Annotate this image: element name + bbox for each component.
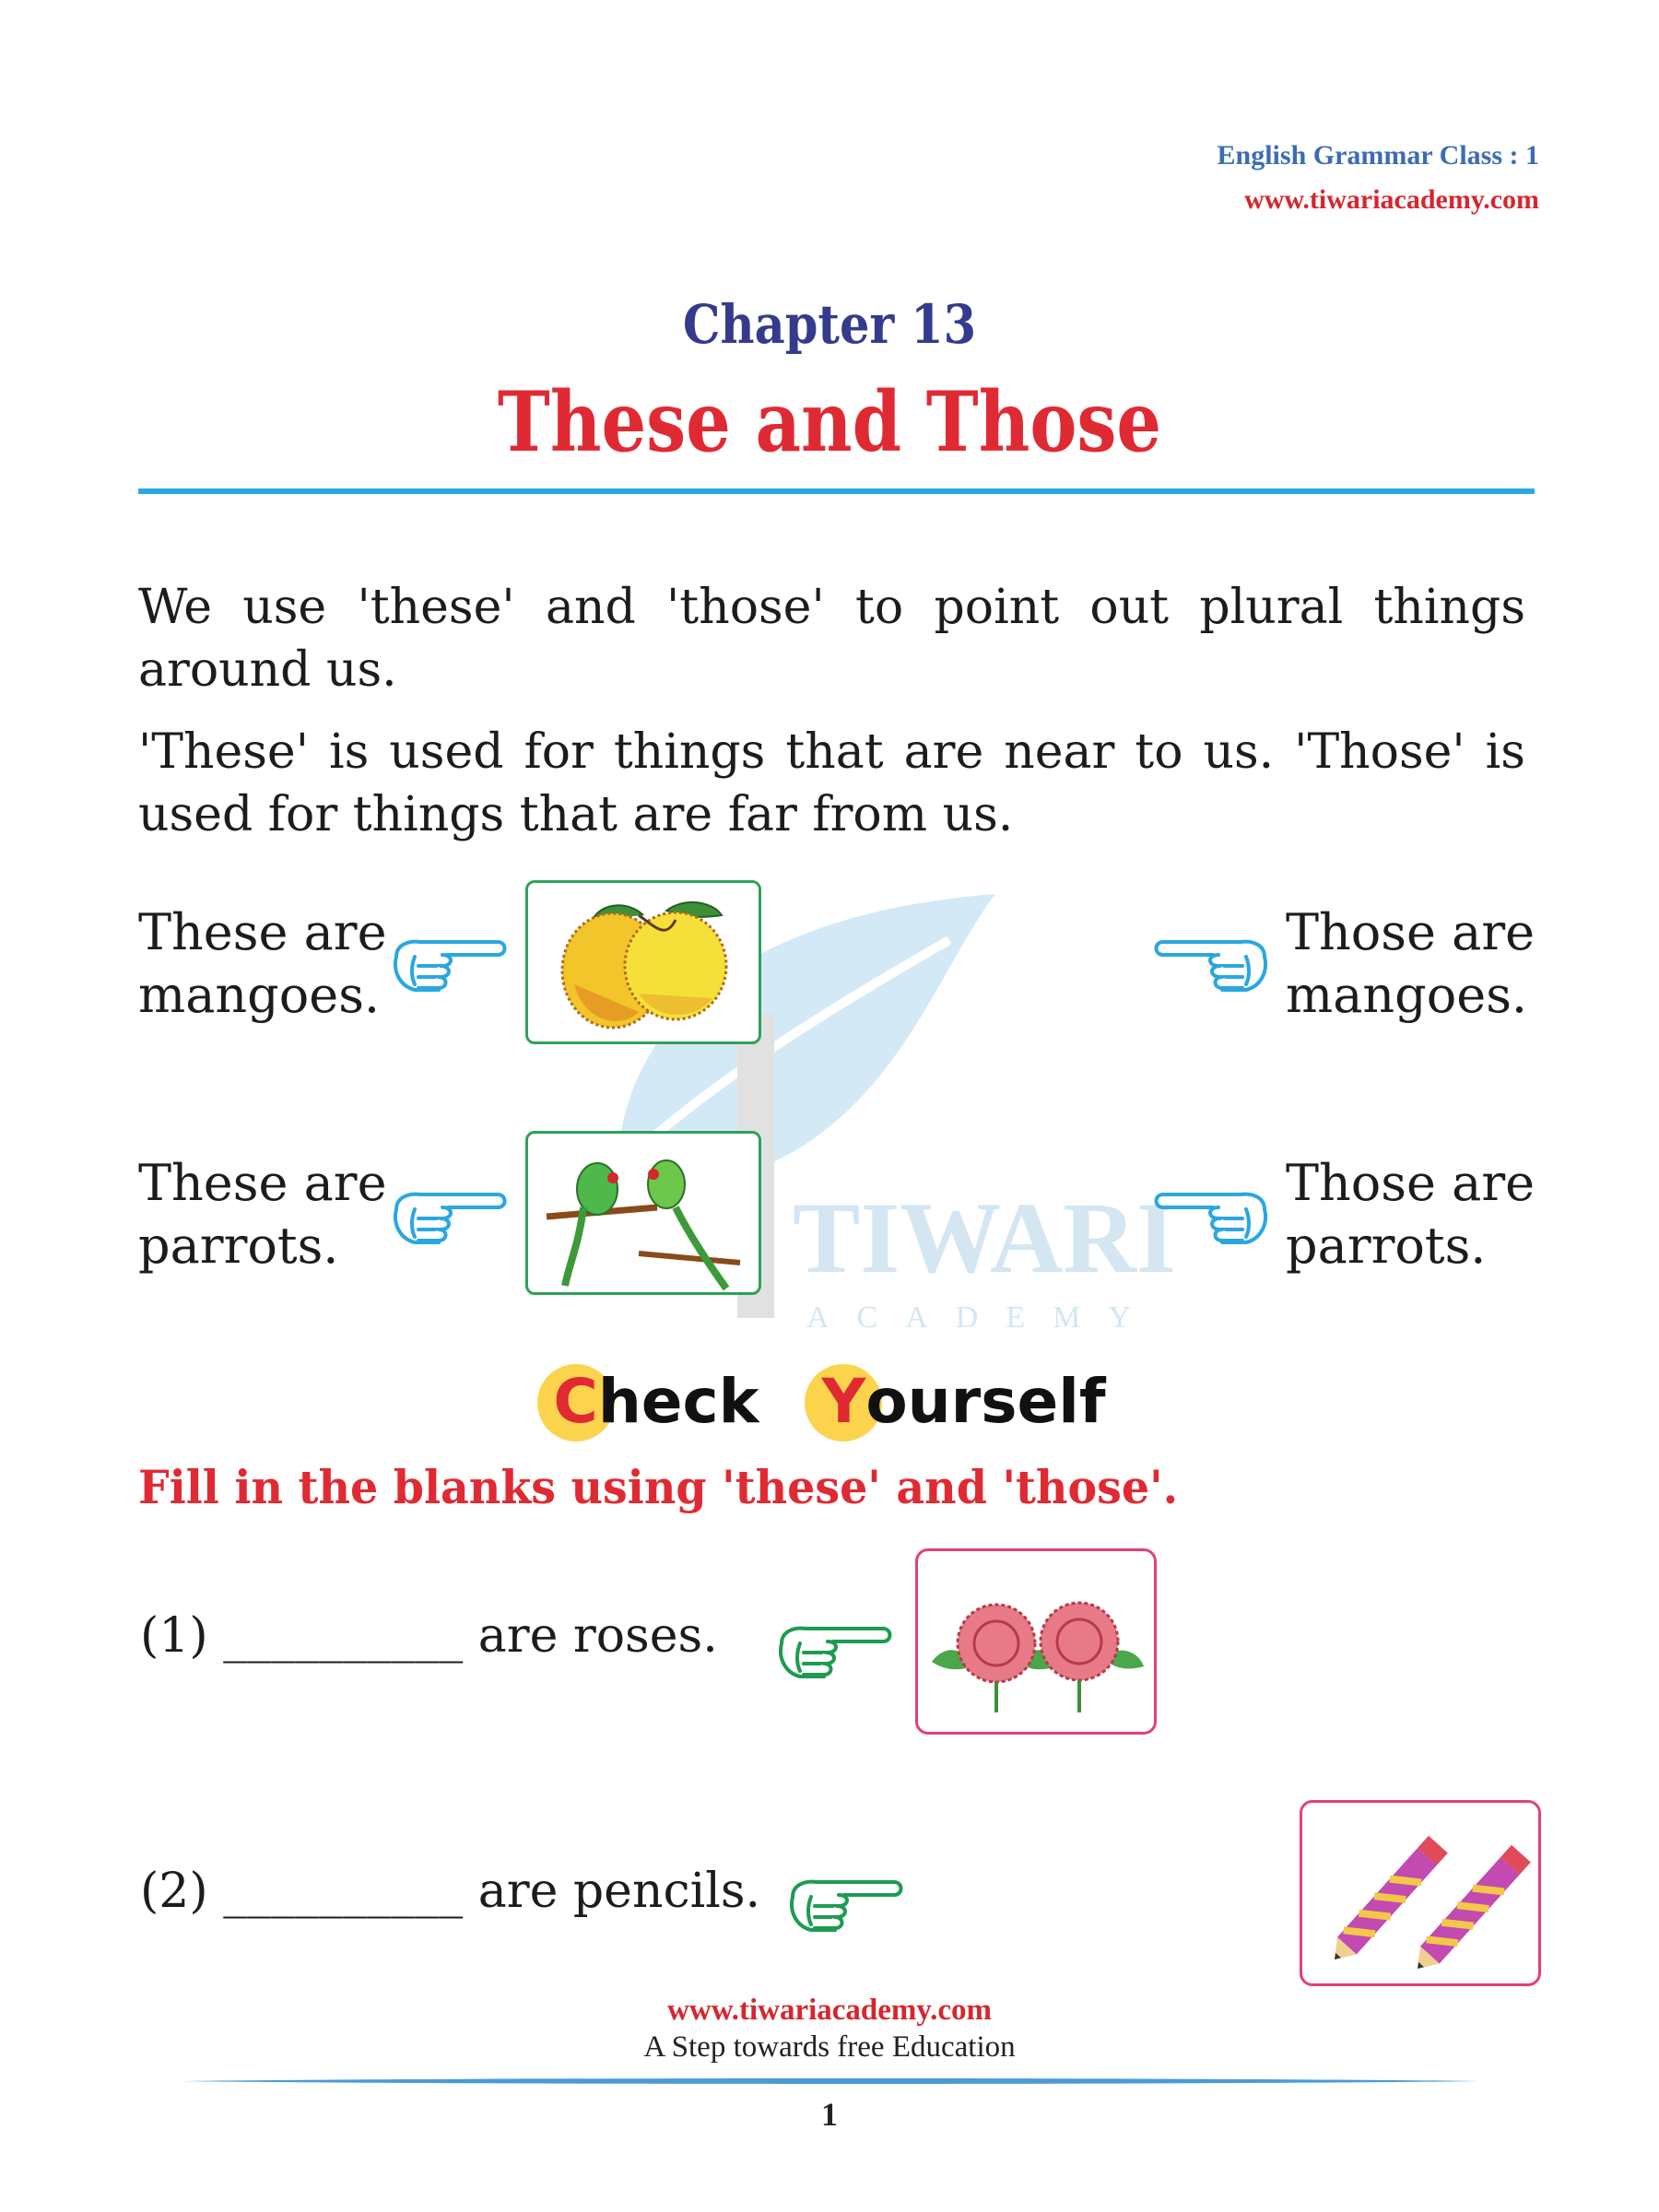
example-text-line: parrots. bbox=[138, 1217, 339, 1275]
header-class-label: English Grammar Class : 1 bbox=[1217, 140, 1539, 171]
example-these-mangoes bbox=[138, 901, 387, 1027]
pointing-hand-right-icon bbox=[783, 1869, 905, 1939]
yourself-rest: ourself bbox=[865, 1366, 1106, 1437]
watermark-sub: ACADEMY bbox=[806, 1300, 1159, 1335]
check-rest: heck bbox=[597, 1366, 759, 1437]
example-text-line: Those are bbox=[1286, 903, 1535, 961]
example-text-line: These are bbox=[138, 1154, 387, 1212]
chapter-number: Chapter 13 bbox=[682, 293, 977, 356]
chapter-title: These and Those bbox=[497, 373, 1162, 471]
example-text-line: These are bbox=[138, 903, 387, 961]
yourself-cap-letter: Y bbox=[821, 1366, 866, 1437]
footer-website: www.tiwariacademy.com bbox=[667, 1994, 992, 2027]
question-number: (1) bbox=[140, 1608, 208, 1664]
exercise-instruction: Fill in the blanks using 'these' and 'those'. bbox=[138, 1460, 1179, 1514]
mangoes-image bbox=[525, 880, 761, 1044]
intro-paragraph: We use 'these' and 'those' to point out plural things around us. bbox=[138, 580, 1525, 698]
example-these-parrots bbox=[138, 1152, 387, 1277]
pointing-hand-right-icon bbox=[387, 1182, 509, 1252]
watermark-brand: TIWARI bbox=[793, 1182, 1176, 1294]
answer-blank[interactable]: __________ bbox=[223, 1608, 464, 1664]
parrots-image bbox=[525, 1131, 761, 1295]
title-divider bbox=[138, 488, 1535, 494]
question-2 bbox=[140, 1864, 760, 1919]
answer-blank[interactable]: __________ bbox=[223, 1864, 464, 1919]
question-text: are roses. bbox=[477, 1608, 718, 1664]
example-text-line: mangoes. bbox=[138, 966, 381, 1024]
check-cap-letter: C bbox=[553, 1366, 598, 1437]
example-text-line: mangoes. bbox=[1286, 966, 1528, 1024]
pointing-hand-right-icon bbox=[387, 929, 509, 999]
check-yourself-heading bbox=[0, 1366, 1659, 1437]
example-text-line: parrots. bbox=[1286, 1217, 1487, 1275]
example-those-parrots bbox=[1286, 1152, 1535, 1277]
pointing-hand-left-icon bbox=[1152, 929, 1274, 999]
footer-tagline: A Step towards free Education bbox=[643, 2030, 1016, 2064]
example-text-line: Those are bbox=[1286, 1154, 1535, 1212]
pointing-hand-right-icon bbox=[772, 1616, 894, 1686]
roses-image bbox=[915, 1548, 1157, 1735]
page-number: 1 bbox=[821, 2096, 838, 2133]
question-number: (2) bbox=[140, 1864, 208, 1919]
pointing-hand-left-icon bbox=[1152, 1182, 1274, 1252]
question-text: are pencils. bbox=[477, 1864, 761, 1919]
usage-paragraph: 'These' is used for things that are near to us. 'Those' is used for things that are far from us. bbox=[138, 724, 1525, 842]
question-1 bbox=[140, 1608, 718, 1664]
example-those-mangoes bbox=[1286, 901, 1535, 1027]
pencils-image bbox=[1300, 1800, 1541, 1986]
footer-divider bbox=[180, 2077, 1479, 2085]
header-website: www.tiwariacademy.com bbox=[1244, 184, 1539, 215]
